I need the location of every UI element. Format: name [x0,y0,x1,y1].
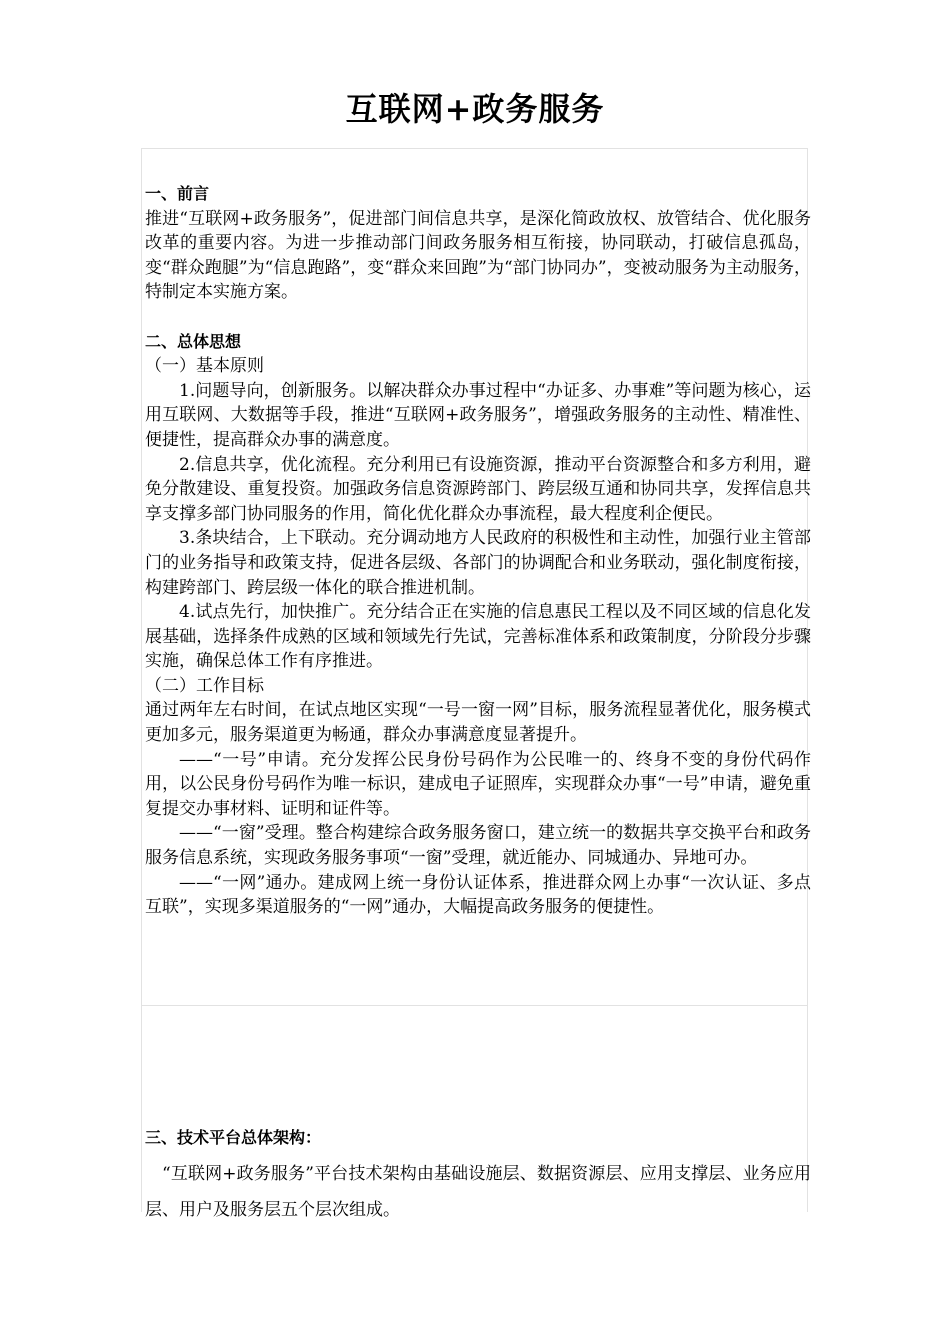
goal-paragraph-1: ——“一号”申请。充分发挥公民身份号码作为公民唯一的、终身不变的身份代码作用，以公民身份号码作为唯一标识，建成电子证照库，实现群众办事“一号”申请，避免重复提交办事材料、证明和证件等。 [145,749,811,819]
principles-heading: （一）基本原则 [145,356,264,377]
document-title: 互联网+政务服务 [345,90,605,128]
overall-heading: 二、总体思想 [145,331,242,351]
preface-paragraph: 推进“互联网+政务服务”，促进部门间信息共享，是深化简政放权、放管结合、优化服务改革的重要内容。为进一步推动部门间政务服务相互衔接，协同联动，打破信息孤岛，变“群众跑腿”为“信息跑路”，变“群众来回跑”为“部门协同办”，变被动服务为主动服务，特制定本实施方案。 [145,208,811,303]
platform-section [145,1120,811,1228]
principle-paragraph-3: 3.条块结合，上下联动。充分调动地方人民政府的积极性和主动性，加强行业主管部门的业务指导和政策支持，促进各层级、各部门的协调配合和业务联动，强化制度衔接，构建跨部门、跨层级一体化的联合推进机制。 [145,528,811,598]
goal-paragraph-3: ——“一网”通办。建成网上统一身份认证体系，推进群众网上办事“一次认证、多点互联”，实现多渠道服务的“一网”通办，大幅提高政务服务的便捷性。 [145,872,811,918]
principle-paragraph-4: 4.试点先行，加快推广。充分结合正在实施的信息惠民工程以及不同区域的信息化发展基础，选择条件成熟的区域和领域先行先试，完善标准体系和政策制度，分阶段分步骤实施，确保总体工作有序推进。 [145,602,811,672]
section-spacer [145,305,811,330]
principle-paragraph-1: 1.问题导向，创新服务。以解决群众办事过程中“办证多、办事难”等问题为核心，运用互联网、大数据等手段，推进“互联网+政务服务”，增强政务服务的主动性、精准性、便捷性，提高群众办事的满意度。 [145,380,811,450]
goal-paragraph-2: ——“一窗”受理。整合构建综合政务服务窗口，建立统一的数据共享交换平台和政务服务信息系统，实现政务服务事项“一窗”受理，就近能办、同城通办、异地可办。 [145,823,811,869]
principle-paragraph-2: 2.信息共享，优化流程。充分利用已有设施资源，推动平台资源整合和多方利用，避免分散建设、重复投资。加强政务信息资源跨部门、跨层级互通和协同共享，发挥信息共享支撑多部门协同服务的作用，简化优化群众办事流程，最大程度利企便民。 [145,454,811,524]
document-body [145,182,811,920]
goals-heading: （二）工作目标 [145,675,264,696]
platform-heading: 三、技术平台总体架构： [145,1128,322,1147]
platform-paragraph: “互联网+政务服务”平台技术架构由基础设施层、数据资源层、应用支撑层、业务应用层、用户及服务层五个层次组成。 [145,1164,811,1220]
preface-heading: 一、前言 [145,184,210,203]
goals-paragraph: 通过两年左右时间，在试点地区实现“一号一窗一网”目标，服务流程显著优化，服务模式更加多元，服务渠道更为畅通，群众办事满意度显著提升。 [145,700,811,746]
